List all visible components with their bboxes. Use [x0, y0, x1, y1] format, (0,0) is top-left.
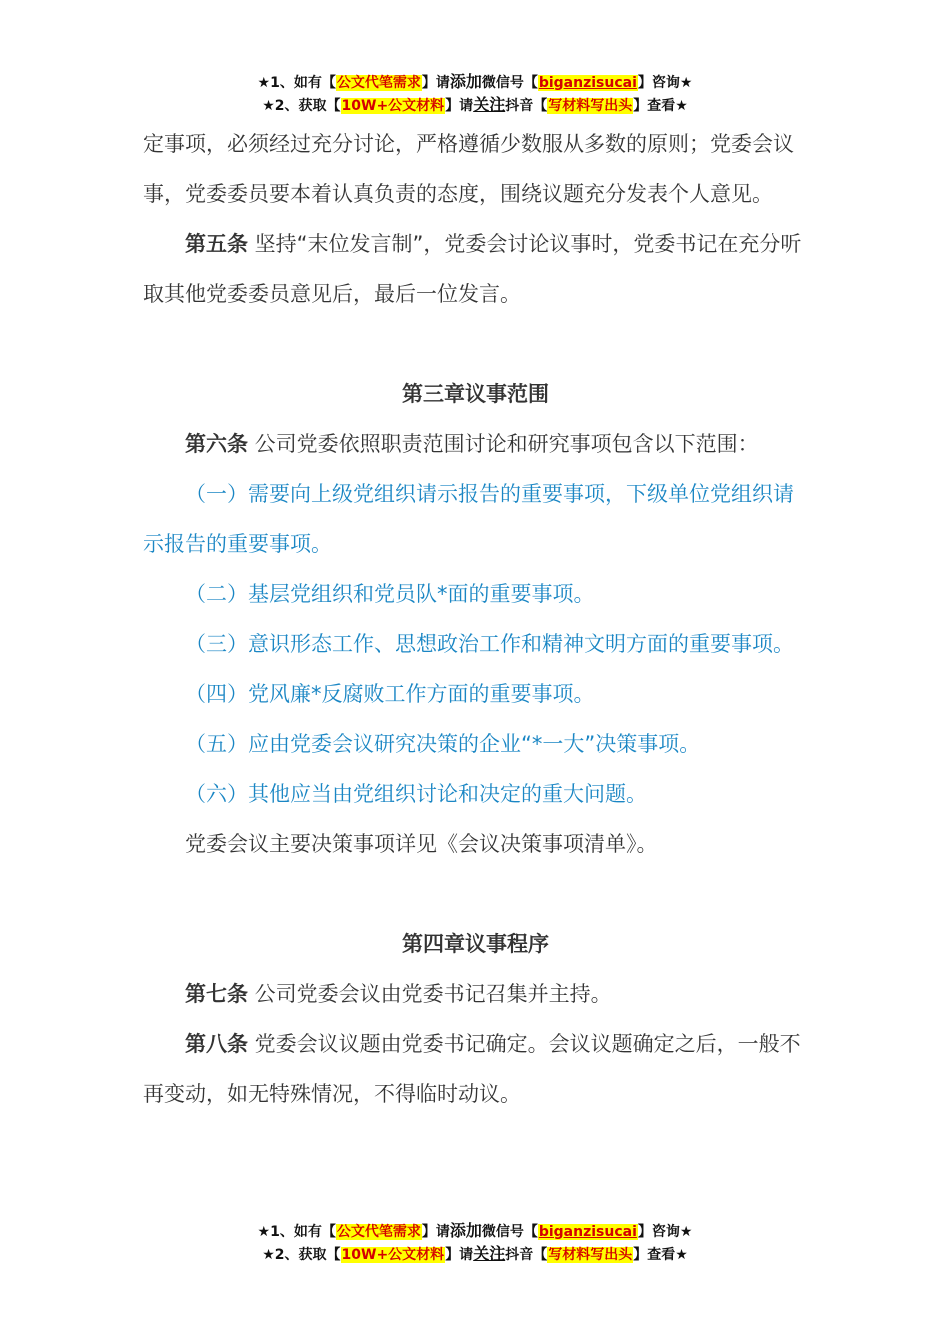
article-label: 第五条	[185, 232, 248, 256]
banner-text: 微信号【	[481, 75, 538, 91]
list-item: （三）意识形态工作、思想政治工作和精神文明方面的重要事项。	[185, 632, 794, 656]
article-6	[143, 419, 808, 469]
wechat-id-link[interactable]: biganzisucai	[538, 1224, 637, 1240]
bottom-banner	[0, 1219, 950, 1265]
banner-text: ★1、如有【	[257, 75, 336, 91]
banner-text: ★1、如有【	[257, 1224, 336, 1240]
banner-text: 抖音【	[505, 98, 548, 114]
article-label: 第八条	[185, 1032, 248, 1056]
highlight-douyin: 写材料写出头	[548, 98, 633, 114]
article-8	[143, 1019, 808, 1119]
article-text: 公司党委依照职责范围讨论和研究事项包含以下范围：	[248, 432, 759, 456]
chapter-4-title: 第四章议事程序	[402, 932, 549, 956]
list-item: （五）应由党委会议研究决策的企业“*一大”决策事项。	[185, 732, 701, 756]
article-text: 党委会议议题由党委书记确定。会议议题确定之后，一般不再变动，如无特殊情况，不得临时动议。	[143, 1032, 801, 1106]
highlight-service: 公文代笔需求	[336, 75, 421, 91]
paragraph-continued: 定事项，必须经过充分讨论，严格遵循少数服从多数的原则；党委会议事，党委委员要本着认真负责的态度，围绕议题充分发表个人意见。	[143, 132, 794, 206]
banner-line-2	[0, 93, 950, 116]
article-text: 公司党委会议由党委书记召集并主持。	[248, 982, 612, 1006]
spacer	[143, 869, 808, 919]
top-banner	[0, 70, 950, 116]
banner-text: 】请	[445, 98, 474, 114]
banner-text: 抖音【	[505, 1247, 548, 1263]
highlight-douyin: 写材料写出头	[548, 1247, 633, 1263]
banner-text: 】查看★	[633, 98, 688, 114]
article-text: 坚持“末位发言制”，党委会讨论议事时，党委书记在充分听取其他党委委员意见后，最后一位发言。	[143, 232, 802, 306]
list-item: （二）基层党组织和党员队*面的重要事项。	[185, 582, 595, 606]
highlight-materials: 10W+公文材料	[341, 98, 445, 114]
banner-line-1	[0, 70, 950, 93]
banner-text: 】咨询★	[637, 75, 693, 91]
article-7	[143, 969, 808, 1019]
banner-text: 】查看★	[633, 1247, 688, 1263]
banner-text: 】请	[445, 1247, 474, 1263]
banner-line-2	[0, 1242, 950, 1265]
banner-text: ★2、获取【	[262, 98, 341, 114]
article-label: 第六条	[185, 432, 248, 456]
banner-text: 】请	[421, 1224, 450, 1240]
emphasis-follow: 关注	[473, 1244, 506, 1263]
chapter-3-title: 第三章议事范围	[402, 382, 549, 406]
document-body	[143, 119, 808, 1119]
emphasis-add: 添加	[449, 1221, 482, 1240]
highlight-service: 公文代笔需求	[336, 1224, 421, 1240]
list-item: （六）其他应当由党组织讨论和决定的重大问题。	[185, 782, 647, 806]
article-label: 第七条	[185, 982, 248, 1006]
banner-text: 微信号【	[481, 1224, 538, 1240]
banner-line-1	[0, 1219, 950, 1242]
spacer	[143, 319, 808, 369]
wechat-id-link[interactable]: biganzisucai	[538, 75, 637, 91]
decision-list-note: 党委会议主要决策事项详见《会议决策事项清单》。	[185, 832, 658, 856]
banner-text: 】请	[421, 75, 450, 91]
article-5	[143, 219, 808, 319]
highlight-materials: 10W+公文材料	[341, 1247, 445, 1263]
banner-text: 】咨询★	[637, 1224, 693, 1240]
emphasis-follow: 关注	[473, 95, 506, 114]
banner-text: ★2、获取【	[262, 1247, 341, 1263]
list-item: （四）党风廉*反腐败工作方面的重要事项。	[185, 682, 595, 706]
list-item: （一）需要向上级党组织请示报告的重要事项，下级单位党组织请示报告的重要事项。	[143, 482, 794, 556]
emphasis-add: 添加	[449, 72, 482, 91]
